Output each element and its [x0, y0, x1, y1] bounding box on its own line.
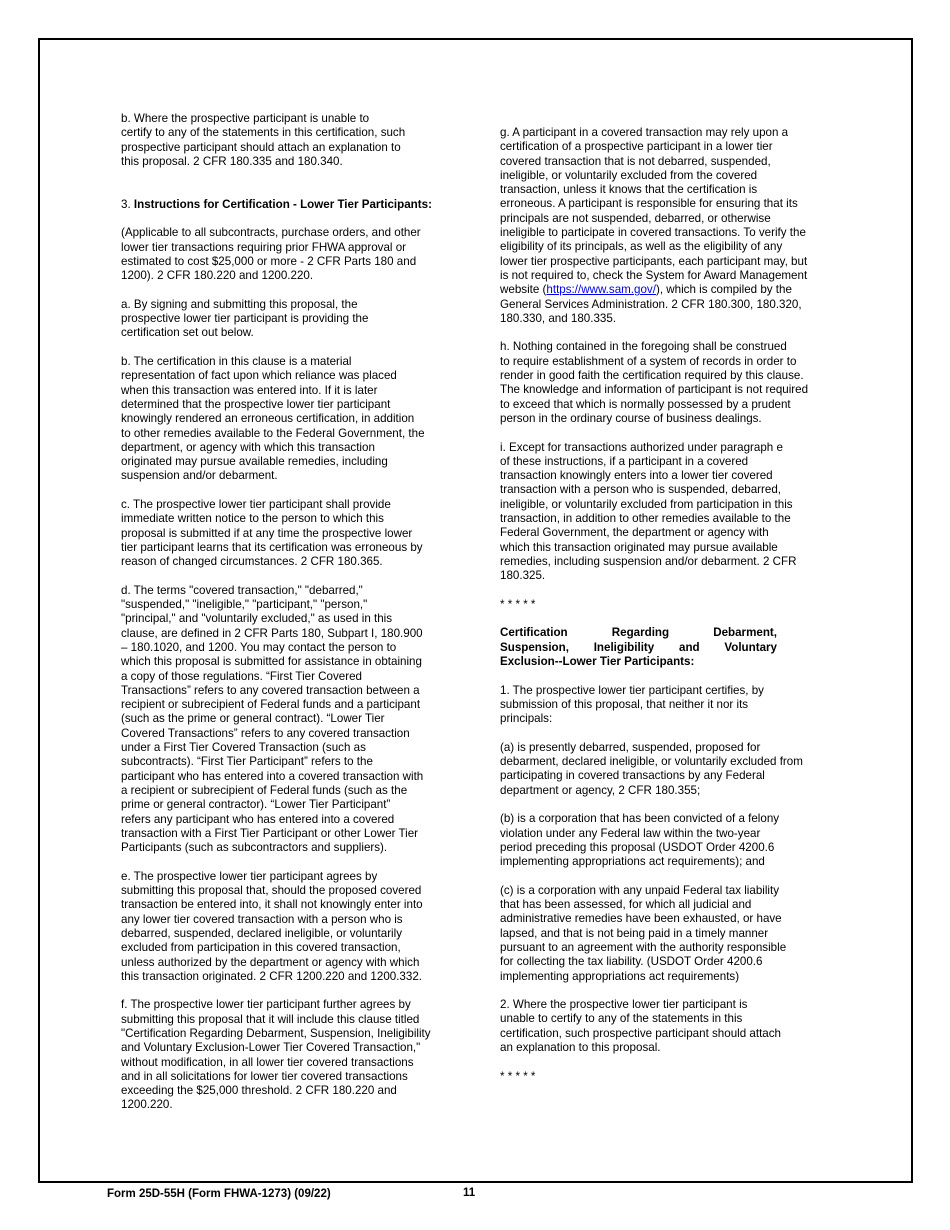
form-number: Form 25D-55H (Form FHWA-1273) (09/22): [107, 1188, 331, 1200]
separator-stars: * * * * *: [500, 597, 536, 611]
instruction-g-text-end: ), which is compiled by the General Services Administration. 2 CFR 180.300, 180.320, 180.330, and 180.335.: [500, 283, 802, 325]
section-3-number: 3.: [121, 197, 134, 211]
instruction-i: i. Except for transactions authorized under paragraph e of these instructions, if a participant in a covered transaction knowingly enters into a lower tier covered transaction with a person who is suspended, debarred, ineligible, or voluntarily excluded from participation in this transaction, in addition to other remedies available to the Federal Government, the department or agency with which this transaction originated may pursue available remedies, including suspension and/or debarment. 2 CFR 180.325.: [500, 440, 797, 583]
certification-title: [500, 626, 777, 669]
instruction-h: h. Nothing contained in the foregoing shall be construed to require establishment of a system of records in order to render in good faith the certification required by this clause. The knowledge and information of participant is not required to exceed that which is normally possessed by a prudent person in the ordinary course of business dealings.: [500, 340, 809, 425]
right-column: [500, 126, 836, 1084]
certification-item-a: (a) is presently debarred, suspended, proposed for debarment, declared ineligible, or voluntarily excluded from participating in covered transactions by any Federal department or agency, 2 CFR 180.355;: [500, 740, 803, 797]
instruction-c: c. The prospective lower tier participant shall provide immediate written notice to the person to which this proposal is submitted if at any time the prospective lower tier participant learns that its certification was erroneous by reason of changed circumstances. 2 CFR 180.365.: [121, 498, 423, 569]
instruction-e: e. The prospective lower tier participant agrees by submitting this proposal that, should the proposed covered transaction be entered into, it shall not knowingly enter into any lower tier covered transaction with a person who is debarred, suspended, declared ineligible, or voluntarily excluded from participation in this covered transaction, unless authorized by the department or agency with which this transaction originated. 2 CFR 1200.220 and 1200.332.: [121, 869, 423, 983]
certification-item-2: 2. Where the prospective lower tier participant is unable to certify to any of the statements in this certification, such prospective participant should attach an explanation to this proposal.: [500, 998, 781, 1054]
instruction-g: [500, 126, 836, 326]
instruction-f: f. The prospective lower tier participant further agrees by submitting this proposal that it will include this clause titled "Certification Regarding Debarment, Suspension, Ineligibility and Voluntary Exclusion-Lower Tier Covered Transaction," without modification, in all lower tier covered transactions and in all solicitations for lower tier covered transactions exceeding the $25,000 threshold. 2 CFR 180.220 and 1200.220.: [121, 998, 431, 1112]
left-column: [121, 112, 459, 1113]
certification-title-line-3: Exclusion--Lower Tier Participants:: [500, 654, 695, 668]
paragraph-b-unable-to-certify: b. Where the prospective participant is unable to certify to any of the statements in this certification, such prospective participant should attach an explanation to this proposal. 2 CFR 180.335 and 180.340.: [121, 112, 406, 168]
certification-item-b: (b) is a corporation that has been convicted of a felony violation under any Federal law within the two-year period preceding this proposal (USDOT Order 4200.6 implementing appropriations act requirements); and: [500, 812, 780, 869]
separator-stars-end: * * * * *: [500, 1069, 536, 1083]
certification-item-1: 1. The prospective lower tier participant certifies, by submission of this proposal, that neither it nor its principals:: [500, 683, 764, 726]
certification-item-c: (c) is a corporation with any unpaid Federal tax liability that has been assessed, for which all judicial and administrative remedies have been exhausted, or have lapsed, and that is not being paid in a timely manner pursuant to an agreement with the authority responsible for collecting the tax liability. (USDOT Order 4200.6 implementing appropriations act requirements): [500, 883, 787, 983]
sam-gov-link[interactable]: https://www.sam.gov/: [546, 283, 656, 297]
applicability-note: (Applicable to all subcontracts, purchase orders, and other lower tier transactions requiring prior FHWA approval or estimated to cost $25,000 or more - 2 CFR Parts 180 and 1200). 2 CFR 180.220 and 1200.220.: [121, 226, 421, 283]
page-number: 11: [463, 1187, 476, 1199]
instruction-g-text: g. A participant in a covered transaction may rely upon a certification of a prospective participant in a lower tier covered transaction that is not debarred, suspended, ineligible, or voluntarily excluded from the covered transaction, unless it knows that the certification is erroneous. A participant is responsible for ensuring that its principals are not suspended, debarred, or otherwise ineligible to participate in covered transactions. To verify the eligibility of its principals, as well as the eligibility of any lower tier prospective participants, each participant may, but is not required to, check the System for Award Management website (: [500, 126, 808, 297]
certification-title-line-2: Suspension, Ineligibility and Voluntary: [500, 640, 777, 654]
instruction-d: d. The terms "covered transaction," "debarred," "suspended," "ineligible," "participant," "person," "principal," and "voluntarily excluded," as used in this clause, are defined in 2 CFR Parts 180, Subpart I, 180.900 – 180.1020, and 1200. You may contact the person to which this proposal is submitted for assistance in obtaining a copy of those regulations. “First Tier Covered Transactions” refers to any covered transaction between a recipient or subrecipient of Federal funds and a participant (such as the prime or general contract). “Lower Tier Covered Transactions” refers to any covered transaction under a First Tier Covered Transaction (such as subcontracts). “First Tier Participant” refers to the participant who has entered into a covered transaction with a recipient or subrecipient of Federal funds (such as the prime or general contractor). “Lower Tier Participant” refers any participant who has entered into a covered transaction with a First Tier Participant or other Lower Tier Participants (such as subcontractors and suppliers).: [121, 583, 424, 855]
section-3-title: Instructions for Certification - Lower Tier Participants:: [133, 197, 432, 211]
section-3-heading: [121, 198, 459, 212]
certification-title-line-1: Certification Regarding Debarment,: [500, 626, 777, 640]
instruction-b: b. The certification in this clause is a material representation of fact upon which reliance was placed when this transaction was entered into. If it is later determined that the prospective lower tier participant knowingly rendered an erroneous certification, in addition to other remedies available to the Federal Government, the department, or agency with which this transaction originated may pursue available remedies, including suspension and/or debarment.: [121, 355, 425, 483]
instruction-a: a. By signing and submitting this proposal, the prospective lower tier participant is providing the certification set out below.: [121, 297, 369, 340]
